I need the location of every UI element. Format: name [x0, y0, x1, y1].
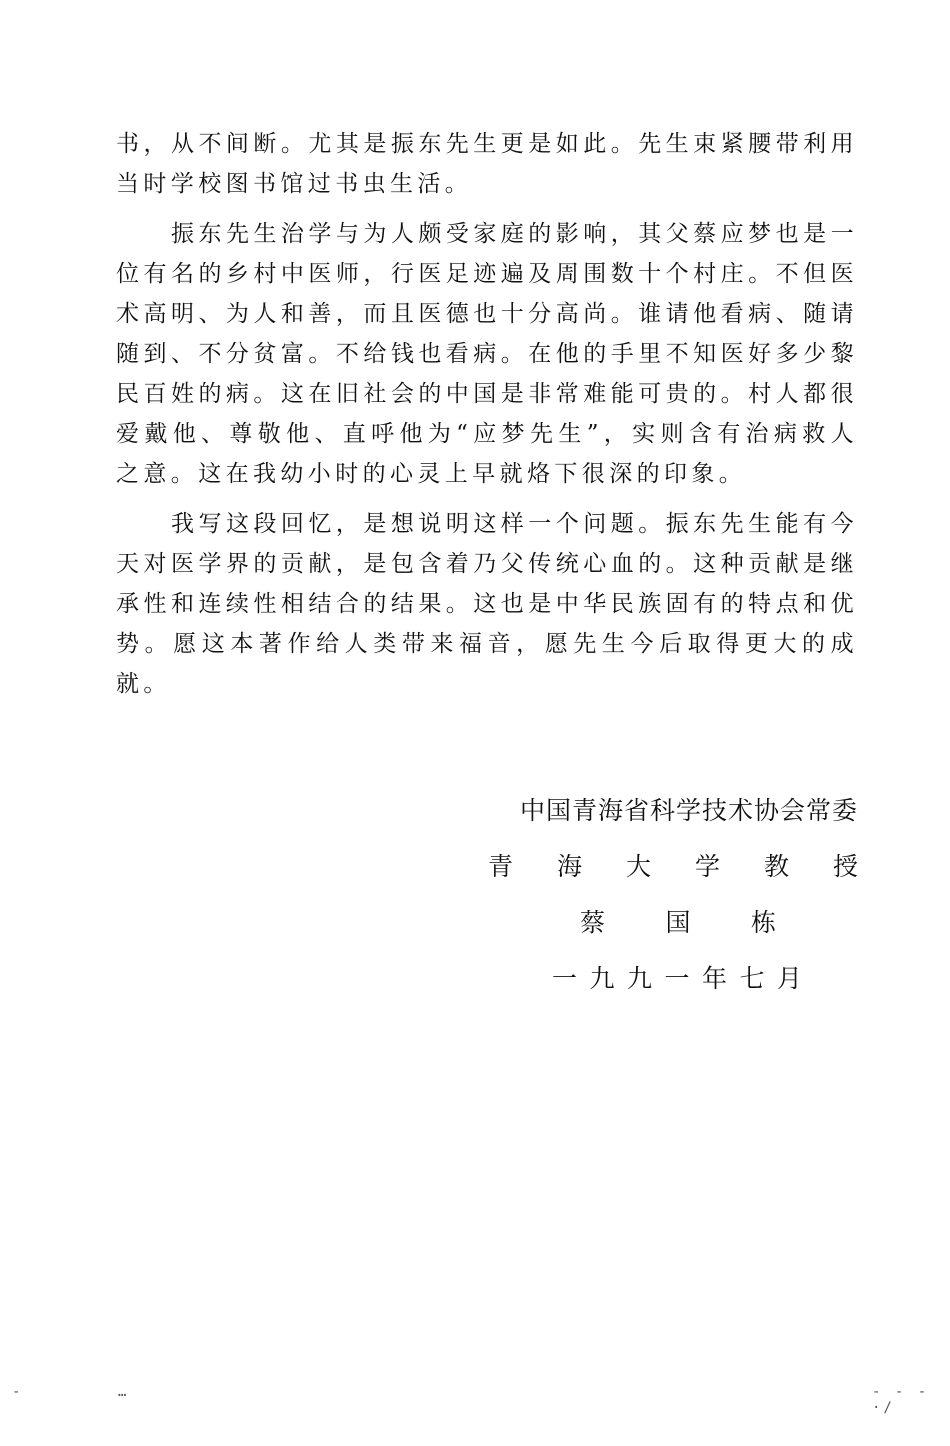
- paragraph-conclusion: 我写这段回忆，是想说明这样一个问题。振东先生能有今天对医学界的贡献，是包含着乃父传统心血的。这种贡献是继承性和连续性相结合的结果。这也是中华民族固有的特点和优势。愿这本著作给人类带来福音，愿先生今后取得更大的成就。: [116, 511, 858, 697]
- signature-university: 青 海 大 学 教 授: [488, 852, 858, 881]
- signature-date: 一 九 九 一 年 七 月: [552, 964, 802, 993]
- body-text: [116, 124, 858, 704]
- scan-mark-right: - - - ·/: [872, 1384, 930, 1416]
- scan-mark-middle: …: [118, 1384, 130, 1400]
- paragraph-father-influence: 振东先生治学与为人颇受家庭的影响，其父蔡应梦也是一位有名的乡村中医师，行医足迹遍及周围数十个村庄。不但医术高明、为人和善，而且医德也十分高尚。谁请他看病、随请随到、不分贫富。不给钱也看病。在他的手里不知医好多少黎民百姓的病。这在旧社会的中国是非常难能可贵的。村人都很爱戴他、尊敬他、直呼他为“应梦先生”，实则含有治病救人之意。这在我幼小时的心灵上早就烙下很深的印象。: [116, 221, 858, 487]
- paragraph-continuation: 书，从不间断。尤其是振东先生更是如此。先生束紧腰带利用当时学校图书馆过书虫生活。: [116, 131, 858, 197]
- scan-mark-left: -: [12, 1384, 24, 1400]
- signature-block: [458, 793, 858, 1017]
- signature-organization: 中国青海省科学技术协会常委: [519, 796, 858, 825]
- signature-name: 蔡 国 栋: [580, 908, 776, 937]
